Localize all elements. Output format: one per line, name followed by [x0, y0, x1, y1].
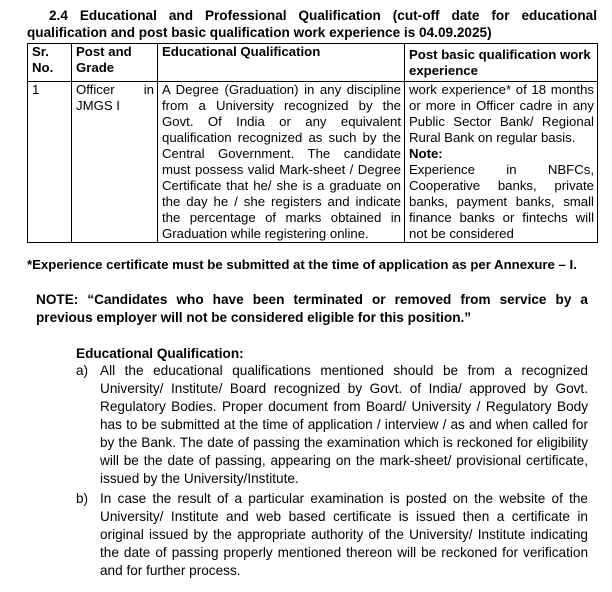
note-label: Note: — [409, 146, 443, 161]
experience-footnote: *Experience certificate must be submitted at the time of application as per Annexure – I. — [27, 257, 577, 272]
cell-educational-qualification: A Degree (Graduation) in any discipline from a University recognized by the Govt. Of India or any equivalent qualification recognized as such by the Central Government. The candidate must possess valid Mark-sheet / Degree Certificate that he/ she is a graduate on the day he / she registers and indicate the percentage of marks obtained in Graduation while registering online. — [158, 82, 405, 243]
note-text: Experience in NBFCs, Cooperative banks, private banks, payment banks, small finance banks or fintechs will not be considered — [409, 162, 594, 241]
list-item-text: In case the result of a particular examination is posted on the website of the University/ Institute and web based certificate is issued then a certificate in original issued by the appropriate authority of the University/ Institute indicating the date of passing properly mentioned thereon will be reckoned for verification and for further process. — [100, 491, 588, 578]
termination-note: NOTE: “Candidates who have been terminated or removed from service by a previous employer will not be considered eligible for this position.” — [36, 292, 588, 325]
table-header-row — [28, 44, 598, 82]
cell-work-experience — [405, 82, 598, 243]
qualification-table — [27, 43, 598, 243]
list-item-marker: b) — [76, 491, 89, 506]
educational-qualification-title: Educational Qualification: — [76, 346, 244, 361]
section-heading-line-1: 2.4 Educational and Professional Qualification (cut-off date for educational — [49, 8, 597, 23]
table-row — [28, 82, 598, 243]
work-experience-text: work experience* of 18 months or more in Officer cadre in any Public Sector Bank/ Regional Rural Bank on regular basis. — [409, 82, 594, 145]
educational-qualification-list — [76, 362, 588, 582]
cell-sr-no: 1 — [28, 82, 72, 243]
list-item-text: All the educational qualifications mentioned should be from a recognized University/ Institute/ Board recognized by Govt. of India/ approved by Govt. Regulatory Bodies. Proper document from Board/ University / Regulatory Body has to be submitted at the time of application / interview / as and when called for by the Bank. The date of passing the examination which is reckoned for eligibility will be the date of passing, appearing on the mark-sheet/ provisional certificate, issued by the University/Institute. — [100, 363, 588, 486]
section-heading — [27, 7, 597, 41]
cell-post-grade: Officer in JMGS I — [72, 82, 158, 243]
header-post-basic-work-experience: Post basic qualification work experience — [405, 44, 598, 82]
header-educational-qualification: Educational Qualification — [158, 44, 405, 82]
list-item — [76, 362, 588, 488]
section-heading-line-2: qualification and post basic qualification work experience is 04.09.2025) — [27, 25, 492, 40]
header-post-grade: Post and Grade — [72, 44, 158, 82]
header-sr-no: Sr. No. — [28, 44, 72, 82]
list-item — [76, 490, 588, 580]
list-item-marker: a) — [76, 363, 89, 378]
